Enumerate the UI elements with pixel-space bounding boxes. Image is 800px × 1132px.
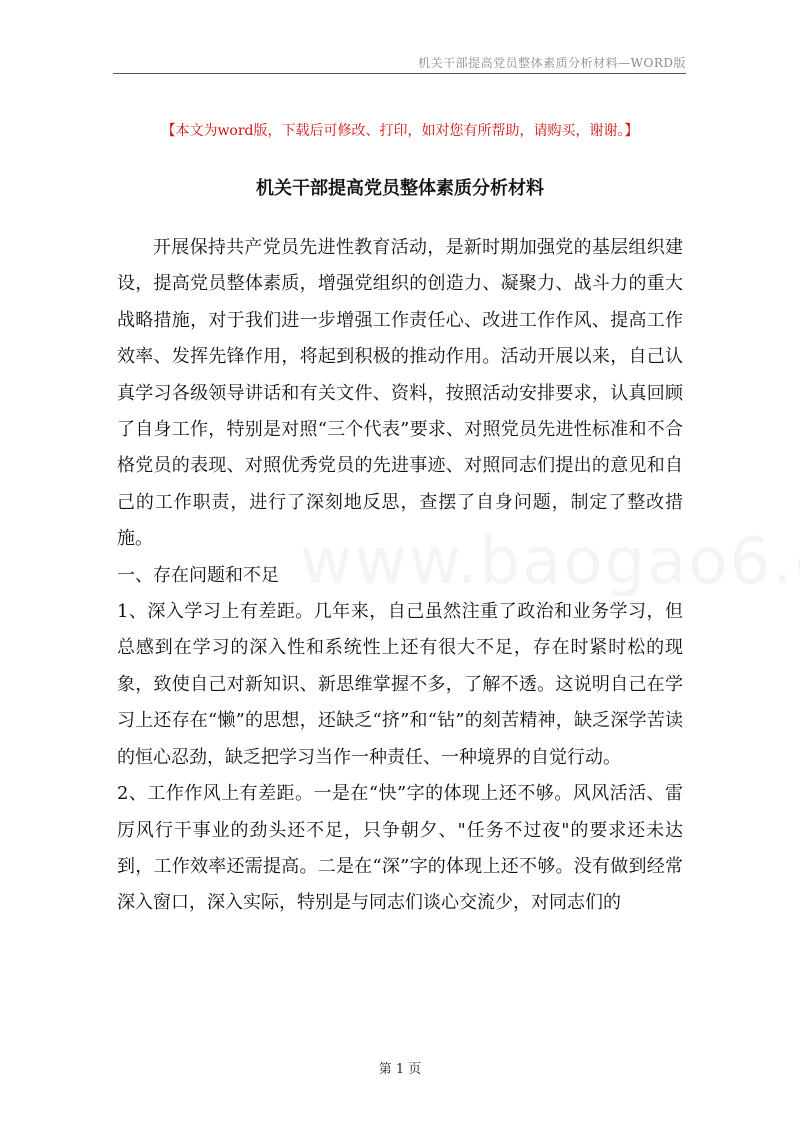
page-number: 第 1 页 (378, 1062, 422, 1077)
download-notice: 【本文为word版，下载后可修改、打印，如对您有所帮助，请购买，谢谢。】 (161, 123, 639, 139)
header-divider (113, 73, 686, 74)
section-heading-problems: 一、存在问题和不足 (117, 564, 279, 586)
document-body (117, 230, 683, 922)
paragraph-work-style-gap: 2、工作作风上有差距。一是在“快”字的体现上还不够。风风活活、雷厉风行干事业的劲头还不足，只争朝夕、"任务不过夜"的要求还未达到，工作效率还需提高。二是在“深”字的体现上还不够。没有做到经常深入窗口，深入实际，特别是与同志们谈心交流少，对同志们的 (117, 783, 683, 914)
paragraph-study-gap: 1、深入学习上有差距。几年来，自己虽然注重了政治和业务学习，但总感到在学习的深入性和系统性上还有很大不足，存在时紧时松的现象，致使自己对新知识、新思维掌握不多，了解不透。这说明自己在学习上还存在“懒”的思想，还缺乏“挤”和“钻”的刻苦精神，缺乏深学苦读的恒心忍劲，缺乏把学习当作一种责任、一种境界的自觉行动。 (117, 601, 683, 768)
running-header: 机关干部提高党员整体素质分析材料—WORD版 (418, 56, 686, 70)
document-title: 机关干部提高党员整体素质分析材料 (256, 178, 544, 199)
paragraph-intro: 开展保持共产党员先进性教育活动，是新时期加强党的基层组织建设，提高党员整体素质，增强党组织的创造力、凝聚力、战斗力的重大战略措施，对于我们进一步增强工作责任心、改进工作作风、提高工作效率、发挥先锋作用，将起到积极的推动作用。活动开展以来，自己认真学习各级领导讲话和有关文件、资料，按照活动安排要求，认真回顾了自身工作，特别是对照“三个代表”要求、对照党员先进性标准和不合格党员的表现、对照优秀党员的先进事迹、对照同志们提出的意见和自己的工作职责，进行了深刻地反思，查摆了自身问题，制定了整改措施。 (117, 237, 683, 550)
